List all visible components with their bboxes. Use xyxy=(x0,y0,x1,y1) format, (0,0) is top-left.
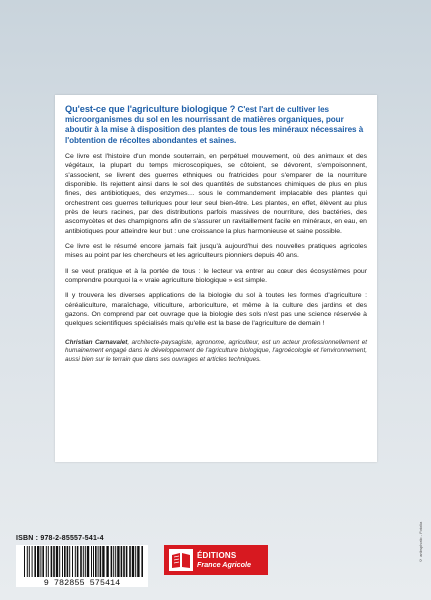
barcode-bar xyxy=(34,546,36,577)
barcode-bar xyxy=(51,546,53,577)
barcode-bar xyxy=(121,546,123,577)
barcode-bar xyxy=(75,546,76,577)
barcode-bar xyxy=(87,546,89,577)
author-name: Christian Carnavalet xyxy=(65,338,128,346)
body-paragraph-2: Ce livre est le résumé encore jamais fait jusqu'à aujourd'hui des nouvelles pratiques agricoles mises au point par les chercheurs et les agriculteurs pionniers depuis 40 ans. xyxy=(65,242,367,260)
barcode-bar xyxy=(117,546,119,577)
barcode-bar xyxy=(37,546,39,577)
barcode-bar xyxy=(62,546,63,577)
publisher-line2: France Agricole xyxy=(197,560,252,569)
barcode xyxy=(16,545,148,587)
barcode-bar xyxy=(56,546,58,577)
barcode-bar xyxy=(129,546,131,577)
barcode-bar xyxy=(40,546,41,577)
barcode-bar xyxy=(132,546,134,577)
lead-paragraph xyxy=(65,104,367,146)
barcode-bar xyxy=(67,546,69,577)
barcode-bar xyxy=(46,546,47,577)
open-book-icon xyxy=(169,549,193,571)
barcode-bar xyxy=(93,546,94,577)
barcode-bar xyxy=(98,546,99,577)
body-paragraph-3: Il se veut pratique et à la portée de tous : le lecteur va entrer au cœur des écosystèmes pour comprendre pourquoi la « vraie agriculture biologique » est simple. xyxy=(65,267,367,284)
barcode-bar xyxy=(77,546,79,577)
barcode-bar xyxy=(48,546,49,577)
barcode-bar xyxy=(126,546,128,577)
barcode-bar xyxy=(100,546,102,577)
barcode-bar xyxy=(137,546,139,577)
author-bio xyxy=(65,339,367,365)
isbn: ISBN : 978-2-85557-541-4 xyxy=(16,535,104,542)
publisher-line1: ÉDITIONS xyxy=(197,551,237,560)
author-bio-text: , architecte-paysagiste, agronome, agriculteur, est un acteur professionnellement et humainement engagé dans le développement de l'agriculture biologique, l'agroécologie et l'environnement, aussi bien sur le terrain que dans ses ouvrages et articles techniques. xyxy=(65,338,367,364)
barcode-digits: 9 782855 575414 xyxy=(43,578,121,587)
photo-credit: © artbsphotic - Fotolia xyxy=(418,522,423,564)
barcode-bar xyxy=(53,546,55,577)
lead-answer: C'est l'art de cultiver les microorganismes du sol en les nourrissant de matières organiques, pour aboutir à la mise à disposition des plantes de tous les minéraux nécessaires à l'obtention de récoltes abondantes et saines. xyxy=(65,105,364,145)
barcode-bar xyxy=(135,546,136,577)
barcode-bar xyxy=(95,546,97,577)
text-panel xyxy=(55,95,377,462)
barcode-bar xyxy=(115,546,116,577)
publisher-logo xyxy=(164,545,268,575)
barcode-bar xyxy=(69,546,70,577)
barcode-bar xyxy=(72,546,73,577)
body-paragraph-4: Il y trouvera les diverses applications de la biologie du sol à toutes les formes d'agriculture : céréaliculture, maraîchage, viticulture, arboriculture, et même à la culture des jardins et des gazons. On comprend par cet ouvrage que la biologie des sols n'est pas une science réservée à quelques scientifiques spécialisés mais qu'elle est la base de l'agriculture de demain ! xyxy=(65,292,367,328)
body-paragraph-1: Ce livre est l'histoire d'un monde souterrain, en perpétuel mouvement, où des animaux et des végétaux, la plupart du temps microscopiques, se côtoient, se dévorent, s'empoisonnent, s'associent, se livrent des guerres ethniques ou fratricides pour s'emparer de la nourriture disponible. Ils rejettent ainsi dans le sol des quantités de substances chimiques de plus en plus fines, des antibiotiques, des enzymes… sous le commandement implacable des plantes qui orchestrent ces guerres telluriques pour leur seul bien-être. Les plantes, en effet, élèvent au plus près de leurs racines, par des distributions parfois massives de nourriture, des bactéries, des ascomycètes et des champignons afin de s'assurer un ravitaillement facile en minéraux, en eau, en antibiotiques pour atteindre leur but : une croissance la plus harmonieuse et saine possible. xyxy=(65,152,367,235)
barcode-bar xyxy=(80,546,82,577)
barcode-bar xyxy=(85,546,86,577)
barcode-bar xyxy=(42,546,44,577)
barcode-bar xyxy=(64,546,66,577)
barcode-bar xyxy=(32,546,33,577)
barcode-bar xyxy=(83,546,84,577)
publisher-name xyxy=(197,551,251,569)
barcode-bar xyxy=(24,546,25,577)
barcode-bar xyxy=(113,546,114,577)
lead-question: Qu'est-ce que l'agriculture biologique ? xyxy=(65,104,236,114)
barcode-bar xyxy=(111,546,113,577)
barcode-bars xyxy=(24,546,143,577)
barcode-bar xyxy=(91,546,92,577)
barcode-bar xyxy=(102,546,104,577)
barcode-bar xyxy=(29,546,30,577)
barcode-bar xyxy=(27,546,28,577)
barcode-bar xyxy=(141,546,143,577)
barcode-bar xyxy=(106,546,108,577)
barcode-bar xyxy=(123,546,125,577)
barcode-bar xyxy=(59,546,60,577)
